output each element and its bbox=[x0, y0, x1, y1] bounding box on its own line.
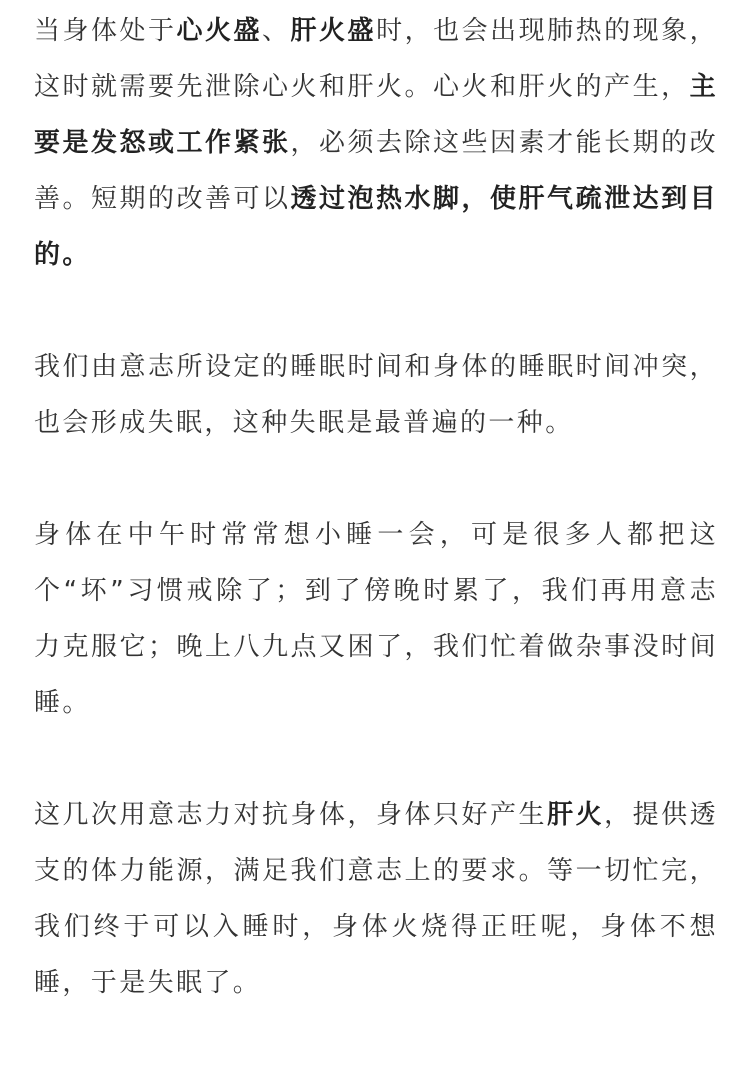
paragraph-sleep-conflict bbox=[34, 339, 718, 451]
bold-text-segment: 肝火盛 bbox=[290, 16, 377, 46]
bold-text-segment: 主要是发怒或工作紧张 bbox=[34, 72, 718, 158]
bold-text-segment: 肝火 bbox=[547, 800, 605, 830]
article-body bbox=[34, 3, 718, 1011]
text-segment: 身体在中午时常常想小睡一会，可是很多人都把这个“坏”习惯戒除了；到了傍晚时累了，我们再用意志力克服它；晚上八九点又困了，我们忙着做杂事没时间睡。 bbox=[34, 520, 718, 718]
paragraph-liver-heart-fire bbox=[34, 3, 718, 283]
text-segment: ，提供透支的体力能源，满足我们意志上的要求。等一切忙完，我们终于可以入睡时，身体火烧得正旺呢，身体不想睡，于是失眠了。 bbox=[34, 800, 718, 998]
text-segment: 、 bbox=[262, 16, 291, 46]
bold-text-segment: 透过泡热水脚，使肝气疏泄达到目的。 bbox=[34, 184, 718, 270]
text-segment: 当身体处于 bbox=[34, 16, 177, 46]
text-segment: 时，也会出现肺热的现象，这时就需要先泄除心火和肝火。心火和肝火的产生， bbox=[34, 16, 718, 102]
text-segment: 这几次用意志力对抗身体，身体只好产生 bbox=[34, 800, 548, 830]
bold-text-segment: 心火盛 bbox=[176, 16, 263, 46]
text-segment: ，必须去除这些因素才能长期的改善。短期的改善可以 bbox=[34, 128, 718, 214]
paragraph-daily-fatigue bbox=[34, 507, 718, 731]
text-segment: 我们由意志所设定的睡眠时间和身体的睡眠时间冲突，也会形成失眠，这种失眠是最普遍的一种。 bbox=[34, 352, 718, 438]
paragraph-liver-fire-insomnia bbox=[34, 787, 718, 1011]
